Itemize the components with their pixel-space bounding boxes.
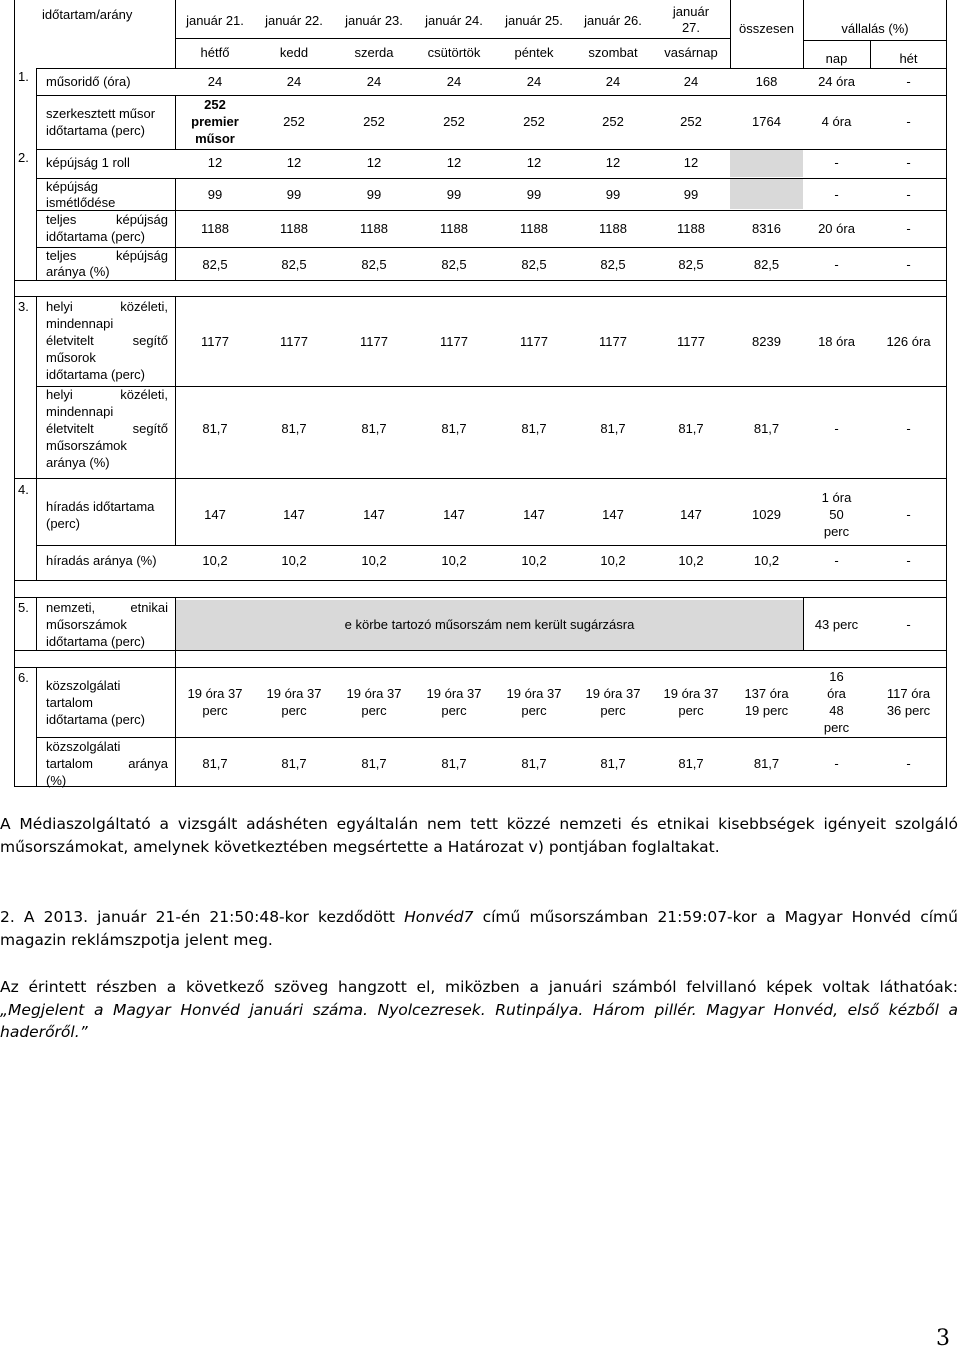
cell: 147 xyxy=(602,507,624,522)
cell: 1188 xyxy=(677,221,705,236)
row-label: tartalom xyxy=(46,695,93,710)
row-label: híradás aránya (%) xyxy=(46,553,157,568)
row-label: tartalom aránya xyxy=(46,756,168,771)
date-header: január 21. xyxy=(186,13,244,28)
total-cell: 10,2 xyxy=(753,553,780,568)
weekday-header: vasárnap xyxy=(664,45,718,60)
row-label: (perc) xyxy=(46,516,80,531)
row-label: műsorszámok xyxy=(46,438,127,453)
row-label: műsorok xyxy=(46,350,96,365)
cell: 82,5 xyxy=(281,257,307,272)
date-header: január 25. xyxy=(505,13,563,28)
row-label: képújság xyxy=(46,179,99,194)
cell: 1188 xyxy=(440,221,468,236)
cell: 147 xyxy=(204,507,226,522)
cell: műsor xyxy=(195,131,235,146)
section-number: 4. xyxy=(18,482,29,497)
cell: 10,2 xyxy=(361,553,387,568)
body-text xyxy=(0,813,958,858)
cell: 19 óra 37 xyxy=(506,686,562,701)
section-number: 1. xyxy=(18,69,29,84)
row-label: időtartama (perc) xyxy=(46,367,145,382)
body-text xyxy=(0,906,958,951)
nap-cell: - xyxy=(834,421,839,436)
nap-cell: - xyxy=(834,257,839,272)
total-header: összesen xyxy=(739,21,794,36)
cell: 147 xyxy=(363,507,385,522)
row-label: képújság 1 roll xyxy=(46,155,130,170)
row-label: nemzeti, etnikai xyxy=(46,600,168,615)
het-header: hét xyxy=(899,51,918,66)
cell: 99 xyxy=(605,187,621,202)
cell: 99 xyxy=(286,187,302,202)
nap-cell: - xyxy=(834,187,839,202)
cell: 81,7 xyxy=(202,421,228,436)
cell: 82,5 xyxy=(678,257,704,272)
row-label: időtartama (perc) xyxy=(46,123,145,138)
cell: 81,7 xyxy=(281,756,307,771)
cell: 1177 xyxy=(440,334,468,349)
nap-cell: 20 óra xyxy=(818,221,855,236)
het-cell: - xyxy=(906,221,911,236)
het-cell: - xyxy=(906,421,911,436)
nap-cell: - xyxy=(834,553,839,568)
cell: 99 xyxy=(526,187,542,202)
nap-cell: 16 xyxy=(829,669,844,684)
weekday-header: szombat xyxy=(588,45,638,60)
cell: 19 óra 37 xyxy=(187,686,243,701)
section-number: 6. xyxy=(18,670,29,685)
row-label: műsorszámok xyxy=(46,617,127,632)
cell: 81,7 xyxy=(441,756,467,771)
nap-cell: perc xyxy=(823,524,850,539)
cell: 99 xyxy=(207,187,223,202)
cell: 10,2 xyxy=(600,553,626,568)
cell: 252 xyxy=(680,114,702,129)
date-header: január xyxy=(672,4,710,19)
nap-header: nap xyxy=(825,51,848,66)
row-label: életvitelt segítő xyxy=(46,421,168,436)
cell: 1177 xyxy=(280,334,308,349)
cell: 1177 xyxy=(599,334,627,349)
row-label: híradás időtartama xyxy=(46,499,155,514)
cell: 10,2 xyxy=(521,553,547,568)
cell: 81,7 xyxy=(202,756,228,771)
cell: perc xyxy=(521,703,547,718)
weekday-header: csütörtök xyxy=(427,45,481,60)
cell: 147 xyxy=(283,507,305,522)
nap-cell: perc xyxy=(823,720,850,735)
cell: perc xyxy=(441,703,467,718)
cell: 252 xyxy=(204,97,226,112)
cell: perc xyxy=(281,703,307,718)
cell: 1188 xyxy=(599,221,627,236)
cell: 81,7 xyxy=(600,756,626,771)
het-cell: - xyxy=(906,74,911,89)
nap-cell: 24 óra xyxy=(818,74,855,89)
cell: 19 óra 37 xyxy=(426,686,482,701)
cell: 147 xyxy=(523,507,545,522)
het-cell: 36 perc xyxy=(886,703,931,718)
row-label: szerkesztett műsor xyxy=(46,106,156,121)
cell: 24 xyxy=(207,74,223,89)
cell: 82,5 xyxy=(521,257,547,272)
row-label: helyi közéleti, xyxy=(46,299,168,314)
cell: 81,7 xyxy=(441,421,467,436)
nap-cell: - xyxy=(834,155,839,170)
het-cell: - xyxy=(906,617,911,632)
weekday-header: kedd xyxy=(279,45,309,60)
nap-cell: óra xyxy=(827,686,846,701)
het-cell: - xyxy=(906,756,911,771)
cell: 1188 xyxy=(520,221,548,236)
nap-cell: 48 xyxy=(829,703,844,718)
cell: 24 xyxy=(286,74,302,89)
cell: 252 xyxy=(283,114,305,129)
commit-header: vállalás (%) xyxy=(841,21,909,36)
het-cell: - xyxy=(906,257,911,272)
cell: 82,5 xyxy=(441,257,467,272)
het-cell: - xyxy=(906,507,911,522)
het-cell: - xyxy=(906,553,911,568)
cell: 81,7 xyxy=(678,421,704,436)
row-label: mindennapi xyxy=(46,404,114,419)
cell: 24 xyxy=(683,74,699,89)
cell: 10,2 xyxy=(678,553,704,568)
date-header: január 23. xyxy=(345,13,403,28)
body-text xyxy=(0,976,958,1044)
total-cell: 81,7 xyxy=(753,756,780,771)
date-header: január 24. xyxy=(425,13,483,28)
date-header: január 22. xyxy=(265,13,323,28)
het-cell: - xyxy=(906,155,911,170)
cell: perc xyxy=(678,703,704,718)
cell: 82,5 xyxy=(600,257,626,272)
total-cell: 8239 xyxy=(752,334,781,349)
merged-cell: e körbe tartozó műsorszám nem került sugárzásra xyxy=(344,617,635,632)
het-cell: - xyxy=(906,114,911,129)
total-cell: 81,7 xyxy=(753,421,780,436)
cell: 24 xyxy=(446,74,462,89)
nap-cell: - xyxy=(834,756,839,771)
date-header: január 26. xyxy=(584,13,642,28)
total-cell: 1029 xyxy=(752,507,781,522)
cell: 12 xyxy=(286,155,302,170)
cell: perc xyxy=(361,703,387,718)
text-run-italic: Honvéd7 xyxy=(404,908,474,926)
row-label: ismétlődése xyxy=(46,195,116,210)
cell: 12 xyxy=(207,155,223,170)
text-run: Az érintett részben a következő szöveg hangzott el, miközben a januári számból felvillanó képek voltak láthatóak: xyxy=(0,978,958,996)
cell: 147 xyxy=(680,507,702,522)
cell: 1188 xyxy=(280,221,308,236)
total-cell: 8316 xyxy=(752,221,781,236)
cell: 24 xyxy=(526,74,542,89)
row-label: aránya (%) xyxy=(46,455,110,470)
row-label: életvitelt segítő xyxy=(46,333,168,348)
cell: 19 óra 37 xyxy=(663,686,719,701)
total-cell: 168 xyxy=(755,74,778,89)
text-run-italic: „Megjelent a Magyar Honvéd januári száma. Nyolcezresek. Rutinpálya. Három pillér. Magyar Honvéd, első kézből a haderőről.” xyxy=(0,1000,958,1041)
row-label: időtartama (perc) xyxy=(46,712,145,727)
cell: perc xyxy=(202,703,228,718)
row-label: teljes képújság xyxy=(46,212,168,227)
cell: 81,7 xyxy=(281,421,307,436)
section-number: 3. xyxy=(18,299,29,314)
cell: 1188 xyxy=(360,221,388,236)
total-cell: 19 perc xyxy=(744,703,789,718)
cell: 12 xyxy=(605,155,621,170)
total-cell: 137 óra xyxy=(744,686,789,701)
total-cell: 1764 xyxy=(752,114,781,129)
cell: premier xyxy=(191,114,239,129)
cell: 81,7 xyxy=(361,756,387,771)
cell: 82,5 xyxy=(202,257,228,272)
cell: 1188 xyxy=(201,221,229,236)
row-label: teljes képújság xyxy=(46,248,168,263)
cell: 81,7 xyxy=(521,756,547,771)
cell: 19 óra 37 xyxy=(266,686,322,701)
cell: 81,7 xyxy=(678,756,704,771)
row-label: közszolgálati xyxy=(46,739,121,754)
cell: 99 xyxy=(683,187,699,202)
cell: 1177 xyxy=(360,334,388,349)
weekday-header: szerda xyxy=(354,45,394,60)
cell: 252 xyxy=(602,114,624,129)
cell: 12 xyxy=(683,155,699,170)
row-label: mindennapi xyxy=(46,316,114,331)
nap-cell: 18 óra xyxy=(818,334,855,349)
section-number: 5. xyxy=(18,600,29,615)
paragraph xyxy=(0,976,958,1044)
cell: 81,7 xyxy=(600,421,626,436)
row-label: közszolgálati xyxy=(46,678,121,693)
row-label: időtartama (perc) xyxy=(46,634,145,649)
cell: 147 xyxy=(443,507,465,522)
cell: 252 xyxy=(523,114,545,129)
cell: 10,2 xyxy=(202,553,228,568)
cell: 99 xyxy=(446,187,462,202)
weekday-header: péntek xyxy=(514,45,554,60)
empty-total-cell xyxy=(730,179,803,209)
row-label: aránya (%) xyxy=(46,264,110,279)
text-run: 2. A 2013. január 21-én 21:50:48-kor kezdődött xyxy=(0,908,405,926)
section-number: 2. xyxy=(18,150,29,165)
cell: perc xyxy=(600,703,626,718)
cell: 19 óra 37 xyxy=(585,686,641,701)
paragraph: A Médiaszolgáltató a vizsgált adáshéten egyáltalán nem tett közzé nemzeti és etnikai kisebbségek igényeit szolgáló műsorszámokat, amelynek következtében megsértette a Határozat v) pontjában foglaltakat. xyxy=(0,815,958,856)
weekday-header: hétfő xyxy=(200,45,230,60)
cell: 12 xyxy=(366,155,382,170)
cell: 24 xyxy=(366,74,382,89)
empty-total-cell xyxy=(730,150,803,177)
cell: 24 xyxy=(605,74,621,89)
nap-cell: 1 óra xyxy=(821,490,852,505)
cell: 82,5 xyxy=(361,257,387,272)
nap-cell: 50 xyxy=(829,507,844,522)
row-label: helyi közéleti, xyxy=(46,387,168,402)
total-cell: 82,5 xyxy=(753,257,780,272)
row-label: időtartama (perc) xyxy=(46,229,145,244)
cell: 1177 xyxy=(677,334,705,349)
cell: 252 xyxy=(443,114,465,129)
cell: 99 xyxy=(366,187,382,202)
nap-cell: 43 perc xyxy=(814,617,859,632)
date-header: 27. xyxy=(681,20,701,35)
cell: 252 xyxy=(363,114,385,129)
cell: 10,2 xyxy=(441,553,467,568)
cell: 81,7 xyxy=(521,421,547,436)
cell: 12 xyxy=(446,155,462,170)
cell: 1177 xyxy=(520,334,548,349)
page-number: 3 xyxy=(936,1326,950,1351)
het-cell: 126 óra xyxy=(886,334,931,349)
nap-cell: 4 óra xyxy=(821,114,852,129)
het-cell: 117 óra xyxy=(886,686,931,701)
row-label: (%) xyxy=(46,773,67,788)
paragraph xyxy=(0,906,958,951)
row-label: műsoridő (óra) xyxy=(46,74,131,89)
cell: 19 óra 37 xyxy=(346,686,402,701)
cell: 1177 xyxy=(201,334,229,349)
cell: 10,2 xyxy=(281,553,307,568)
cell: 81,7 xyxy=(361,421,387,436)
het-cell: - xyxy=(906,187,911,202)
cell: 12 xyxy=(526,155,542,170)
header-corner: időtartam/arány xyxy=(42,7,133,22)
text-run: című műsorszámban 21:59:07-kor a Magyar Honvéd című magazin reklámszpotja jelent meg. xyxy=(0,908,958,949)
